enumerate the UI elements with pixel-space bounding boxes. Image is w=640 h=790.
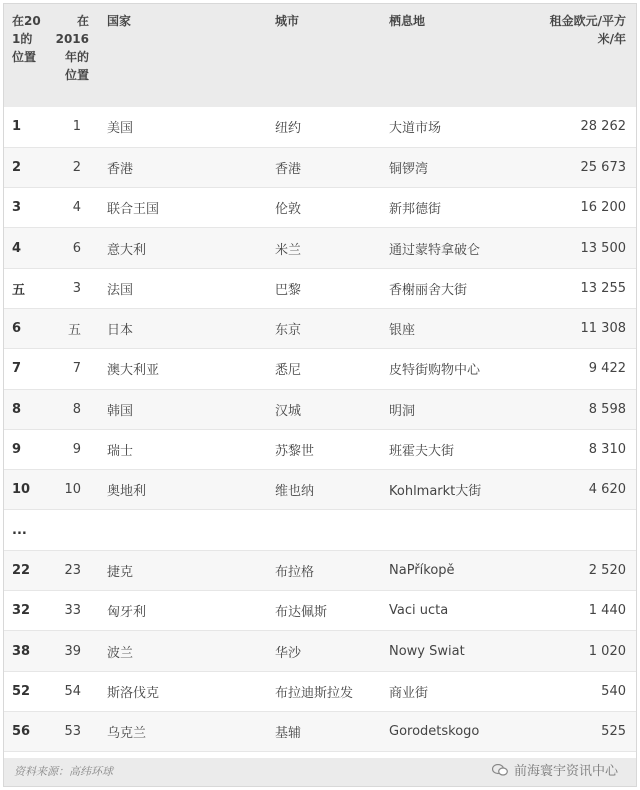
location-cell: Nowy Swiat [381, 631, 539, 671]
rank-2016-cell: 1 [47, 107, 99, 147]
rank-2016-cell [47, 510, 99, 550]
rent-cell: 11 308 [539, 308, 636, 348]
table-row [4, 308, 636, 348]
country-cell: 澳大利亚 [99, 349, 267, 389]
location-cell: 通过蒙特拿破仑 [381, 228, 539, 268]
country-cell: 斯洛伐克 [99, 671, 267, 711]
city-cell: 巴黎 [267, 268, 381, 308]
table-row [4, 107, 636, 147]
rent-ranking-table [4, 4, 636, 752]
location-cell: 班霍夫大街 [381, 429, 539, 469]
table-row [4, 147, 636, 187]
rent-cell: 525 [539, 711, 636, 751]
location-cell: 银座 [381, 308, 539, 348]
header-country: 国家 [99, 4, 267, 107]
table-row [4, 470, 636, 510]
watermark [492, 758, 618, 786]
rank-2017-cell: 38 [4, 631, 47, 671]
country-cell [99, 510, 267, 550]
source-note: 资料来源：高纬环球 [14, 765, 113, 778]
country-cell: 意大利 [99, 228, 267, 268]
location-cell: 商业街 [381, 671, 539, 711]
country-cell: 日本 [99, 308, 267, 348]
rank-2017-cell: 2 [4, 147, 47, 187]
rent-cell: 25 673 [539, 147, 636, 187]
city-cell: 汉城 [267, 389, 381, 429]
rent-cell: 28 262 [539, 107, 636, 147]
rank-2016-cell: 4 [47, 188, 99, 228]
location-cell: NaPříkopě [381, 550, 539, 590]
rank-2017-cell: 4 [4, 228, 47, 268]
rank-2017-cell: 52 [4, 671, 47, 711]
country-cell: 法国 [99, 268, 267, 308]
rent-ranking-table-frame [3, 3, 637, 787]
rank-2016-cell: 6 [47, 228, 99, 268]
country-cell: 香港 [99, 147, 267, 187]
rank-2016-cell: 3 [47, 268, 99, 308]
rent-cell: 2 520 [539, 550, 636, 590]
rank-2016-cell: 33 [47, 591, 99, 631]
country-cell: 联合王国 [99, 188, 267, 228]
header-city: 城市 [267, 4, 381, 107]
location-cell: Gorodetskogo [381, 711, 539, 751]
city-cell: 伦敦 [267, 188, 381, 228]
city-cell: 米兰 [267, 228, 381, 268]
country-cell: 美国 [99, 107, 267, 147]
rank-2017-cell: 10 [4, 470, 47, 510]
table-row [4, 228, 636, 268]
country-cell: 捷克 [99, 550, 267, 590]
rent-cell: 8 598 [539, 389, 636, 429]
header-rent: 租金欧元/平方米/年 [539, 4, 636, 107]
city-cell: 纽约 [267, 107, 381, 147]
rent-cell: 540 [539, 671, 636, 711]
city-cell: 悉尼 [267, 349, 381, 389]
rent-cell [539, 510, 636, 550]
rent-cell: 1 020 [539, 631, 636, 671]
rank-2016-cell: 10 [47, 470, 99, 510]
rank-2017-cell: 五 [4, 268, 47, 308]
rank-2017-cell: 56 [4, 711, 47, 751]
table-header [4, 4, 636, 107]
rent-cell: 4 620 [539, 470, 636, 510]
city-cell: 布达佩斯 [267, 591, 381, 631]
rank-2016-cell: 9 [47, 429, 99, 469]
rank-2017-cell: 32 [4, 591, 47, 631]
table-footer [4, 758, 636, 786]
location-cell [381, 510, 539, 550]
table-row [4, 550, 636, 590]
rank-2017-cell: ... [4, 510, 47, 550]
location-cell: Vaci ucta [381, 591, 539, 631]
rank-2017-cell: 6 [4, 308, 47, 348]
header-rank-2016: 在2016年的位置 [47, 4, 99, 107]
table-row [4, 389, 636, 429]
rank-2016-cell: 五 [47, 308, 99, 348]
table-row [4, 631, 636, 671]
rent-cell: 13 255 [539, 268, 636, 308]
location-cell: Kohlmarkt大街 [381, 470, 539, 510]
rank-2017-cell: 3 [4, 188, 47, 228]
city-cell: 香港 [267, 147, 381, 187]
country-cell: 韩国 [99, 389, 267, 429]
rank-2017-cell: 22 [4, 550, 47, 590]
rank-2016-cell: 53 [47, 711, 99, 751]
table-row [4, 711, 636, 751]
city-cell: 东京 [267, 308, 381, 348]
city-cell: 基辅 [267, 711, 381, 751]
table-row [4, 429, 636, 469]
city-cell: 布拉迪斯拉发 [267, 671, 381, 711]
rent-cell: 16 200 [539, 188, 636, 228]
location-cell: 新邦德街 [381, 188, 539, 228]
rank-2016-cell: 39 [47, 631, 99, 671]
rank-2016-cell: 8 [47, 389, 99, 429]
table-body [4, 107, 636, 752]
country-cell: 波兰 [99, 631, 267, 671]
table-row [4, 671, 636, 711]
city-cell [267, 510, 381, 550]
header-rank-2017: 在201的位置 [4, 4, 47, 107]
country-cell: 匈牙利 [99, 591, 267, 631]
location-cell: 香榭丽舍大街 [381, 268, 539, 308]
location-cell: 明洞 [381, 389, 539, 429]
rank-2016-cell: 7 [47, 349, 99, 389]
location-cell: 铜锣湾 [381, 147, 539, 187]
rent-cell: 9 422 [539, 349, 636, 389]
city-cell: 维也纳 [267, 470, 381, 510]
rank-2017-cell: 1 [4, 107, 47, 147]
country-cell: 奥地利 [99, 470, 267, 510]
city-cell: 苏黎世 [267, 429, 381, 469]
table-row [4, 268, 636, 308]
rank-2016-cell: 23 [47, 550, 99, 590]
country-cell: 瑞士 [99, 429, 267, 469]
rent-cell: 8 310 [539, 429, 636, 469]
rank-2017-cell: 7 [4, 349, 47, 389]
header-location: 栖息地 [381, 4, 539, 107]
wechat-icon [492, 764, 508, 776]
watermark-text: 前海寰宇资讯中心 [513, 764, 618, 779]
table-row [4, 510, 636, 550]
rent-cell: 1 440 [539, 591, 636, 631]
location-cell: 大道市场 [381, 107, 539, 147]
rank-2017-cell: 9 [4, 429, 47, 469]
rank-2016-cell: 54 [47, 671, 99, 711]
rank-2016-cell: 2 [47, 147, 99, 187]
table-row [4, 591, 636, 631]
city-cell: 布拉格 [267, 550, 381, 590]
table-row [4, 349, 636, 389]
country-cell: 乌克兰 [99, 711, 267, 751]
rank-2017-cell: 8 [4, 389, 47, 429]
table-row [4, 188, 636, 228]
city-cell: 华沙 [267, 631, 381, 671]
location-cell: 皮特街购物中心 [381, 349, 539, 389]
rent-cell: 13 500 [539, 228, 636, 268]
